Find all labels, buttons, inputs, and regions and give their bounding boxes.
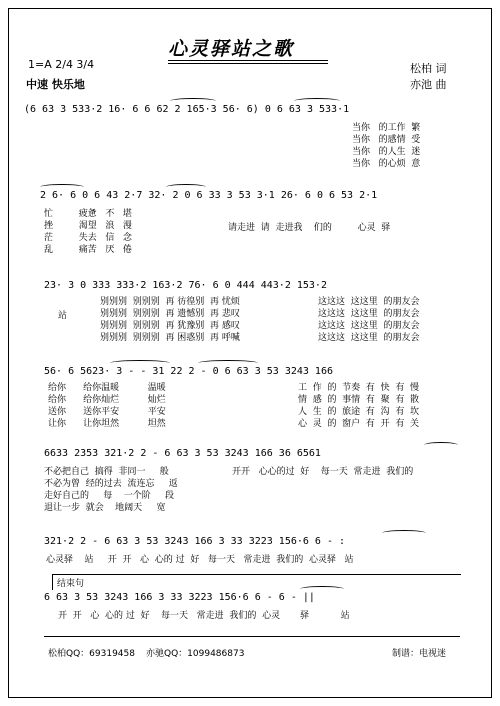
- lyrics-row-5-v2: 不必为曾 经的过去 流连忘 返: [44, 479, 178, 489]
- lyrics-row-3-right-v4: 这这这 这这里 的朋友会: [318, 333, 420, 343]
- ending-bracket: [52, 574, 461, 590]
- lyrics-row-1-v2: 当你 的感情 受: [352, 135, 421, 145]
- lyrics-row-2-v2: 挫 渴望 浪 漫: [44, 221, 132, 231]
- lyrics-row-3-right-v2: 这这这 这这里 的朋友会: [318, 309, 420, 319]
- lyrics-row-4-right-v4: 心 灵 的 窗户 有 开 有 关: [298, 419, 420, 429]
- title-underline: [168, 60, 328, 61]
- lyrics-row-7: 开 开 心 心的 过 好 每一天 常走进 我们的 心灵 驿 站: [58, 611, 350, 621]
- transcriber-credit: 制谱：电视迷: [392, 649, 447, 659]
- slur: [40, 184, 84, 190]
- lyrics-row-2-refrain: 请走进 请 走进我 们的 心灵 驿: [228, 223, 391, 233]
- notes-row-4: 56· 6 5623· 3 - - 31 22 2 - 0 6 63 3 53 3243 166: [44, 366, 333, 377]
- lyrics-row-3-right-v1: 这这这 这这里 的朋友会: [318, 297, 420, 307]
- lyrics-row-3-v4: 别别别 别别别 再 困惑别 再 呼喊: [100, 333, 240, 343]
- lyricist-credit: 松柏 词: [410, 62, 447, 75]
- slur: [300, 586, 344, 592]
- lyrics-row-5-refrain: 开开 心心的过 好 每一天 常走进 我们的: [232, 467, 414, 477]
- lyrics-row-3-lead: 站: [58, 311, 68, 321]
- composer-qq: 亦驰QQ：1099486873: [146, 649, 245, 659]
- lyrics-row-3-v3: 别别别 别别别 再 犹豫别 再 感叹: [100, 321, 240, 331]
- ending-label: 结束句: [57, 579, 85, 589]
- lyrics-row-1-v1: 当你 的工作 繁: [352, 123, 421, 133]
- lyrics-row-3-v2: 别别别 别别别 再 遗憾别 再 悲叹: [100, 309, 240, 319]
- notes-row-7: 6 63 3 53 3243 166 3 33 3223 156·6 6 - 6 - ||: [44, 592, 315, 603]
- lyrics-row-4-v3: 送你 送你平安 平安: [48, 407, 166, 417]
- lyrics-row-1-v4: 当你 的心烦 意: [352, 159, 421, 169]
- lyrics-row-1-v3: 当你 的人生 迷: [352, 147, 421, 157]
- lyrics-row-5-v1: 不必把自己 搞得 非同一 般: [44, 467, 169, 477]
- slur: [424, 442, 458, 448]
- lyrics-row-2-v1: 忙 疲惫 不 堪: [44, 209, 132, 219]
- page-title: 心灵驿站之歌: [168, 38, 295, 60]
- title-underline-2: [168, 63, 328, 64]
- footer-divider: [44, 636, 460, 637]
- lyrics-row-2-v3: 茫 失去 信 念: [44, 233, 132, 243]
- lyrics-row-4-right-v1: 工 作 的 节奏 有 快 有 慢: [298, 383, 420, 393]
- slur: [170, 98, 216, 104]
- lyrics-row-4-v4: 让你 让你坦然 坦然: [48, 419, 166, 429]
- lyrics-row-2-v4: 乱 痛苦 厌 倦: [44, 245, 132, 255]
- lyrics-row-3-right-v3: 这这这 这这里 的朋友会: [318, 321, 420, 331]
- lyrics-row-5-v4: 退让一步 就会 地阔天 宽: [44, 503, 166, 513]
- slur: [198, 360, 258, 366]
- lyrics-row-4-v1: 给你 给你温暖 温暖: [48, 383, 166, 393]
- slur: [294, 98, 340, 104]
- tempo-marking: 中速 快乐地: [26, 78, 85, 91]
- composer-credit: 亦池 曲: [410, 78, 447, 91]
- key-signature: 1=A 2/4 3/4: [28, 58, 95, 71]
- lyrics-row-3-v1: 别别别 别别别 再 彷徨别 再 忧烦: [100, 297, 240, 307]
- notes-row-1: (6 63 3 533·2 16· 6 6 62 2 165·3 56· 6) 0 6 63 3 533·1: [24, 104, 350, 115]
- slur: [166, 184, 206, 190]
- notes-row-2: 2 6· 6 0 6 43 2·7 32· 2 0 6 33 3 53 3·1 26· 6 0 6 53 2·1: [40, 190, 378, 201]
- slur: [110, 360, 170, 366]
- lyrics-row-4-v2: 给你 给你灿烂 灿烂: [48, 395, 166, 405]
- slur: [382, 530, 426, 536]
- lyrics-row-4-right-v2: 情 感 的 事情 有 聚 有 散: [298, 395, 420, 405]
- notes-row-5: 6633 2353 321·2 2 - 6 63 3 53 3243 166 36 6561: [44, 448, 321, 459]
- notes-row-3: 23· 3 0 333 333·2 163·2 76· 6 0 444 443·2 153·2: [44, 280, 327, 291]
- lyrics-row-4-right-v3: 人 生 的 旅途 有 沟 有 坎: [298, 407, 420, 417]
- lyrics-row-5-v3: 走好自己的 每 一个阶 段: [44, 491, 175, 501]
- lyricist-qq: 松柏QQ：69319458: [48, 649, 135, 659]
- lyrics-row-6: 心灵驿 站 开 开 心 心的 过 好 每一天 常走进 我们的 心灵驿 站: [46, 555, 354, 565]
- notes-row-6: 321·2 2 - 6 63 3 53 3243 166 3 33 3223 156·6 6 - :: [44, 536, 346, 547]
